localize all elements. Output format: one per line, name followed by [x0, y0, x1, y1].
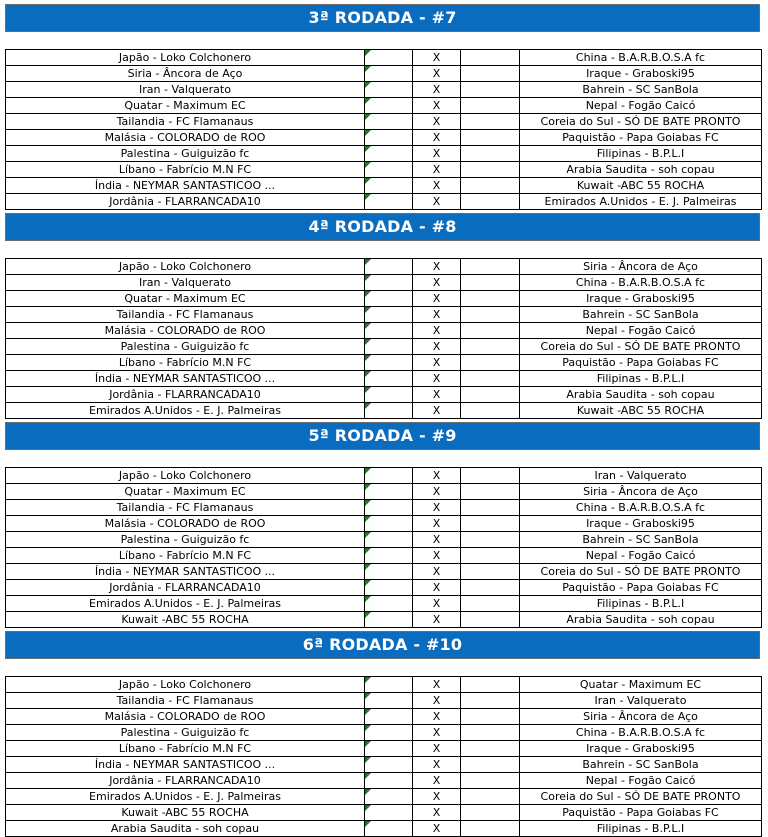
versus-cell[interactable]: X	[413, 194, 461, 210]
match-row	[6, 484, 762, 500]
match-row	[6, 532, 762, 548]
away-score-cell[interactable]	[461, 805, 520, 821]
away-score-cell[interactable]	[461, 500, 520, 516]
match-row	[6, 500, 762, 516]
home-team-cell[interactable]: Japão - Loko Colchonero	[6, 50, 365, 66]
away-score-cell[interactable]	[461, 789, 520, 805]
versus-cell[interactable]: X	[413, 403, 461, 419]
versus-cell[interactable]: X	[413, 114, 461, 130]
away-team-cell[interactable]: Iran - Valquerato	[520, 468, 762, 484]
versus-cell[interactable]: X	[413, 323, 461, 339]
away-score-cell[interactable]	[461, 709, 520, 725]
away-score-cell[interactable]	[461, 355, 520, 371]
home-team-cell[interactable]: Palestina - Guiguizão fc	[6, 146, 365, 162]
match-row	[6, 371, 762, 387]
versus-cell[interactable]: X	[413, 178, 461, 194]
home-team-cell[interactable]: Tailandia - FC Flamanaus	[6, 500, 365, 516]
versus-cell[interactable]: X	[413, 387, 461, 403]
versus-cell[interactable]: X	[413, 821, 461, 837]
home-score-cell[interactable]	[365, 468, 413, 484]
away-score-cell[interactable]	[461, 741, 520, 757]
away-team-cell[interactable]: Paquistão - Papa Goiabas FC	[520, 355, 762, 371]
match-row	[6, 741, 762, 757]
home-score-cell[interactable]	[365, 259, 413, 275]
home-score-cell[interactable]	[365, 789, 413, 805]
match-row	[6, 693, 762, 709]
home-team-cell[interactable]: Emirados A.Unidos - E. J. Palmeiras	[6, 403, 365, 419]
home-score-cell[interactable]	[365, 757, 413, 773]
home-team-cell[interactable]: Jordânia - FLARRANCADA10	[6, 194, 365, 210]
match-row	[6, 516, 762, 532]
away-team-cell[interactable]: Kuwait -ABC 55 ROCHA	[520, 403, 762, 419]
away-team-cell[interactable]: Bahrein - SC SanBola	[520, 757, 762, 773]
versus-cell[interactable]: X	[413, 468, 461, 484]
versus-cell[interactable]: X	[413, 500, 461, 516]
matches-table	[5, 676, 762, 837]
home-score-cell[interactable]	[365, 484, 413, 500]
home-team-cell[interactable]: Índia - NEYMAR SANTASTICOO ...	[6, 178, 365, 194]
away-score-cell[interactable]	[461, 725, 520, 741]
home-score-cell[interactable]	[365, 291, 413, 307]
away-team-cell[interactable]: Siria - Âncora de Aço	[520, 259, 762, 275]
home-team-cell[interactable]: Kuwait -ABC 55 ROCHA	[6, 612, 365, 628]
away-score-cell[interactable]	[461, 403, 520, 419]
away-team-cell[interactable]: Nepal - Fogão Caicó	[520, 98, 762, 114]
versus-cell[interactable]: X	[413, 291, 461, 307]
away-score-cell[interactable]	[461, 371, 520, 387]
away-team-cell[interactable]: China - B.A.R.B.O.S.A fc	[520, 500, 762, 516]
versus-cell[interactable]: X	[413, 677, 461, 693]
round-title: 3ª RODADA - #7	[5, 4, 760, 32]
match-row	[6, 355, 762, 371]
home-team-cell[interactable]: Tailandia - FC Flamanaus	[6, 307, 365, 323]
away-team-cell[interactable]: Siria - Âncora de Aço	[520, 484, 762, 500]
versus-cell[interactable]: X	[413, 773, 461, 789]
home-team-cell[interactable]: Emirados A.Unidos - E. J. Palmeiras	[6, 789, 365, 805]
away-team-cell[interactable]: Paquistão - Papa Goiabas FC	[520, 805, 762, 821]
versus-cell[interactable]: X	[413, 355, 461, 371]
match-row	[6, 82, 762, 98]
versus-cell[interactable]: X	[413, 339, 461, 355]
away-score-cell[interactable]	[461, 339, 520, 355]
home-team-cell[interactable]: Quatar - Maximum EC	[6, 98, 365, 114]
away-score-cell[interactable]	[461, 612, 520, 628]
home-score-cell[interactable]	[365, 773, 413, 789]
away-team-cell[interactable]: Coreia do Sul - SÓ DE BATE PRONTO	[520, 564, 762, 580]
away-score-cell[interactable]	[461, 307, 520, 323]
home-score-cell[interactable]	[365, 82, 413, 98]
match-row	[6, 307, 762, 323]
away-score-cell[interactable]	[461, 757, 520, 773]
versus-cell[interactable]: X	[413, 548, 461, 564]
away-score-cell[interactable]	[461, 516, 520, 532]
home-team-cell[interactable]: Quatar - Maximum EC	[6, 291, 365, 307]
versus-cell[interactable]: X	[413, 275, 461, 291]
match-row	[6, 291, 762, 307]
match-row	[6, 612, 762, 628]
home-score-cell[interactable]	[365, 516, 413, 532]
match-row	[6, 98, 762, 114]
match-row	[6, 114, 762, 130]
home-team-cell[interactable]: Líbano - Fabrício M.N FC	[6, 355, 365, 371]
away-team-cell[interactable]: Iraque - Graboski95	[520, 516, 762, 532]
away-team-cell[interactable]: Arabia Saudita - soh copau	[520, 612, 762, 628]
home-score-cell[interactable]	[365, 307, 413, 323]
home-team-cell[interactable]: Kuwait -ABC 55 ROCHA	[6, 805, 365, 821]
match-row	[6, 403, 762, 419]
home-team-cell[interactable]: Líbano - Fabrício M.N FC	[6, 162, 365, 178]
matches-table	[5, 49, 762, 210]
home-score-cell[interactable]	[365, 339, 413, 355]
home-score-cell[interactable]	[365, 66, 413, 82]
match-row	[6, 805, 762, 821]
round-title: 5ª RODADA - #9	[5, 422, 760, 450]
home-team-cell[interactable]: Palestina - Guiguizão fc	[6, 532, 365, 548]
home-team-cell[interactable]: Iran - Valquerato	[6, 82, 365, 98]
away-team-cell[interactable]: Paquistão - Papa Goiabas FC	[520, 130, 762, 146]
versus-cell[interactable]: X	[413, 259, 461, 275]
versus-cell[interactable]: X	[413, 789, 461, 805]
match-row	[6, 564, 762, 580]
home-score-cell[interactable]	[365, 275, 413, 291]
versus-cell[interactable]: X	[413, 307, 461, 323]
away-score-cell[interactable]	[461, 259, 520, 275]
home-score-cell[interactable]	[365, 355, 413, 371]
away-score-cell[interactable]	[461, 146, 520, 162]
home-score-cell[interactable]	[365, 403, 413, 419]
away-team-cell[interactable]: China - B.A.R.B.O.S.A fc	[520, 275, 762, 291]
away-score-cell[interactable]	[461, 66, 520, 82]
versus-cell[interactable]: X	[413, 725, 461, 741]
away-score-cell[interactable]	[461, 693, 520, 709]
matches-table	[5, 467, 762, 628]
away-score-cell[interactable]	[461, 291, 520, 307]
home-score-cell[interactable]	[365, 146, 413, 162]
away-team-cell[interactable]: Arabia Saudita - soh copau	[520, 162, 762, 178]
home-team-cell[interactable]: Iran - Valquerato	[6, 275, 365, 291]
versus-cell[interactable]: X	[413, 596, 461, 612]
home-score-cell[interactable]	[365, 725, 413, 741]
away-score-cell[interactable]	[461, 773, 520, 789]
home-team-cell[interactable]: Líbano - Fabrício M.N FC	[6, 548, 365, 564]
home-team-cell[interactable]: Índia - NEYMAR SANTASTICOO ...	[6, 564, 365, 580]
home-team-cell[interactable]: Malásia - COLORADO de ROO	[6, 323, 365, 339]
home-score-cell[interactable]	[365, 693, 413, 709]
match-row	[6, 323, 762, 339]
away-score-cell[interactable]	[461, 564, 520, 580]
versus-cell[interactable]: X	[413, 162, 461, 178]
versus-cell[interactable]: X	[413, 98, 461, 114]
home-team-cell[interactable]: Índia - NEYMAR SANTASTICOO ...	[6, 757, 365, 773]
away-team-cell[interactable]: Iraque - Graboski95	[520, 741, 762, 757]
matches-table	[5, 258, 762, 419]
home-score-cell[interactable]	[365, 500, 413, 516]
round-title: 6ª RODADA - #10	[5, 631, 760, 659]
away-team-cell[interactable]: Emirados A.Unidos - E. J. Palmeiras	[520, 194, 762, 210]
versus-cell[interactable]: X	[413, 130, 461, 146]
home-score-cell[interactable]	[365, 548, 413, 564]
home-score-cell[interactable]	[365, 98, 413, 114]
away-team-cell[interactable]: Bahrein - SC SanBola	[520, 307, 762, 323]
versus-cell[interactable]: X	[413, 66, 461, 82]
match-row	[6, 821, 762, 837]
home-score-cell[interactable]	[365, 162, 413, 178]
match-row	[6, 130, 762, 146]
home-team-cell[interactable]: Palestina - Guiguizão fc	[6, 339, 365, 355]
away-score-cell[interactable]	[461, 82, 520, 98]
away-score-cell[interactable]	[461, 323, 520, 339]
away-score-cell[interactable]	[461, 178, 520, 194]
home-score-cell[interactable]	[365, 178, 413, 194]
home-team-cell[interactable]: Japão - Loko Colchonero	[6, 677, 365, 693]
match-row	[6, 677, 762, 693]
home-team-cell[interactable]: Siria - Âncora de Aço	[6, 66, 365, 82]
away-score-cell[interactable]	[461, 387, 520, 403]
away-team-cell[interactable]: Siria - Âncora de Aço	[520, 709, 762, 725]
away-team-cell[interactable]: Filipinas - B.P.L.I	[520, 371, 762, 387]
away-score-cell[interactable]	[461, 98, 520, 114]
match-row	[6, 50, 762, 66]
versus-cell[interactable]: X	[413, 516, 461, 532]
match-row	[6, 339, 762, 355]
away-team-cell[interactable]: Quatar - Maximum EC	[520, 677, 762, 693]
home-team-cell[interactable]: Palestina - Guiguizão fc	[6, 725, 365, 741]
home-team-cell[interactable]: Arabia Saudita - soh copau	[6, 821, 365, 837]
home-score-cell[interactable]	[365, 114, 413, 130]
match-row	[6, 194, 762, 210]
home-score-cell[interactable]	[365, 821, 413, 837]
versus-cell[interactable]: X	[413, 564, 461, 580]
away-score-cell[interactable]	[461, 548, 520, 564]
home-score-cell[interactable]	[365, 50, 413, 66]
away-team-cell[interactable]: Coreia do Sul - SÓ DE BATE PRONTO	[520, 339, 762, 355]
home-team-cell[interactable]: Tailandia - FC Flamanaus	[6, 114, 365, 130]
match-row	[6, 725, 762, 741]
home-score-cell[interactable]	[365, 677, 413, 693]
away-score-cell[interactable]	[461, 580, 520, 596]
versus-cell[interactable]: X	[413, 741, 461, 757]
away-team-cell[interactable]: Iraque - Graboski95	[520, 66, 762, 82]
away-team-cell[interactable]: Filipinas - B.P.L.I	[520, 596, 762, 612]
away-score-cell[interactable]	[461, 275, 520, 291]
away-team-cell[interactable]: Kuwait -ABC 55 ROCHA	[520, 178, 762, 194]
home-score-cell[interactable]	[365, 532, 413, 548]
match-row	[6, 773, 762, 789]
away-score-cell[interactable]	[461, 130, 520, 146]
match-row	[6, 259, 762, 275]
away-score-cell[interactable]	[461, 484, 520, 500]
versus-cell[interactable]: X	[413, 82, 461, 98]
home-team-cell[interactable]: Jordânia - FLARRANCADA10	[6, 773, 365, 789]
away-team-cell[interactable]: Iran - Valquerato	[520, 693, 762, 709]
away-score-cell[interactable]	[461, 468, 520, 484]
away-team-cell[interactable]: Nepal - Fogão Caicó	[520, 773, 762, 789]
home-score-cell[interactable]	[365, 596, 413, 612]
home-team-cell[interactable]: Jordânia - FLARRANCADA10	[6, 387, 365, 403]
away-score-cell[interactable]	[461, 194, 520, 210]
match-row	[6, 387, 762, 403]
away-score-cell[interactable]	[461, 677, 520, 693]
home-score-cell[interactable]	[365, 387, 413, 403]
versus-cell[interactable]: X	[413, 50, 461, 66]
versus-cell[interactable]: X	[413, 612, 461, 628]
home-score-cell[interactable]	[365, 709, 413, 725]
away-score-cell[interactable]	[461, 50, 520, 66]
away-score-cell[interactable]	[461, 532, 520, 548]
away-team-cell[interactable]: Arabia Saudita - soh copau	[520, 387, 762, 403]
match-row	[6, 580, 762, 596]
home-score-cell[interactable]	[365, 564, 413, 580]
versus-cell[interactable]: X	[413, 371, 461, 387]
away-team-cell[interactable]: Bahrein - SC SanBola	[520, 82, 762, 98]
versus-cell[interactable]: X	[413, 532, 461, 548]
home-score-cell[interactable]	[365, 194, 413, 210]
match-row	[6, 66, 762, 82]
versus-cell[interactable]: X	[413, 693, 461, 709]
match-row	[6, 789, 762, 805]
away-team-cell[interactable]: China - B.A.R.B.O.S.A fc	[520, 50, 762, 66]
home-score-cell[interactable]	[365, 130, 413, 146]
away-team-cell[interactable]: Nepal - Fogão Caicó	[520, 548, 762, 564]
away-team-cell[interactable]: Nepal - Fogão Caicó	[520, 323, 762, 339]
away-team-cell[interactable]: Coreia do Sul - SÓ DE BATE PRONTO	[520, 789, 762, 805]
home-team-cell[interactable]: Malásia - COLORADO de ROO	[6, 516, 365, 532]
away-team-cell[interactable]: Filipinas - B.P.L.I	[520, 821, 762, 837]
match-row	[6, 178, 762, 194]
away-team-cell[interactable]: Coreia do Sul - SÓ DE BATE PRONTO	[520, 114, 762, 130]
home-team-cell[interactable]: Jordânia - FLARRANCADA10	[6, 580, 365, 596]
match-row	[6, 757, 762, 773]
versus-cell[interactable]: X	[413, 805, 461, 821]
home-team-cell[interactable]: Tailandia - FC Flamanaus	[6, 693, 365, 709]
away-team-cell[interactable]: Bahrein - SC SanBola	[520, 532, 762, 548]
away-score-cell[interactable]	[461, 596, 520, 612]
away-team-cell[interactable]: Paquistão - Papa Goiabas FC	[520, 580, 762, 596]
home-team-cell[interactable]: Japão - Loko Colchonero	[6, 259, 365, 275]
away-team-cell[interactable]: China - B.A.R.B.O.S.A fc	[520, 725, 762, 741]
away-team-cell[interactable]: Filipinas - B.P.L.I	[520, 146, 762, 162]
versus-cell[interactable]: X	[413, 580, 461, 596]
home-score-cell[interactable]	[365, 741, 413, 757]
match-row	[6, 548, 762, 564]
away-team-cell[interactable]: Iraque - Graboski95	[520, 291, 762, 307]
away-score-cell[interactable]	[461, 114, 520, 130]
away-score-cell[interactable]	[461, 821, 520, 837]
round-title: 4ª RODADA - #8	[5, 213, 760, 241]
home-team-cell[interactable]: Índia - NEYMAR SANTASTICOO ...	[6, 371, 365, 387]
home-team-cell[interactable]: Quatar - Maximum EC	[6, 484, 365, 500]
match-row	[6, 468, 762, 484]
home-team-cell[interactable]: Líbano - Fabrício M.N FC	[6, 741, 365, 757]
home-team-cell[interactable]: Emirados A.Unidos - E. J. Palmeiras	[6, 596, 365, 612]
match-row	[6, 275, 762, 291]
home-score-cell[interactable]	[365, 805, 413, 821]
match-row	[6, 162, 762, 178]
versus-cell[interactable]: X	[413, 709, 461, 725]
home-score-cell[interactable]	[365, 323, 413, 339]
match-row	[6, 596, 762, 612]
home-score-cell[interactable]	[365, 371, 413, 387]
match-row	[6, 146, 762, 162]
home-team-cell[interactable]: Malásia - COLORADO de ROO	[6, 709, 365, 725]
home-score-cell[interactable]	[365, 580, 413, 596]
home-score-cell[interactable]	[365, 612, 413, 628]
match-row	[6, 709, 762, 725]
versus-cell[interactable]: X	[413, 146, 461, 162]
home-team-cell[interactable]: Malásia - COLORADO de ROO	[6, 130, 365, 146]
versus-cell[interactable]: X	[413, 757, 461, 773]
home-team-cell[interactable]: Japão - Loko Colchonero	[6, 468, 365, 484]
away-score-cell[interactable]	[461, 162, 520, 178]
versus-cell[interactable]: X	[413, 484, 461, 500]
